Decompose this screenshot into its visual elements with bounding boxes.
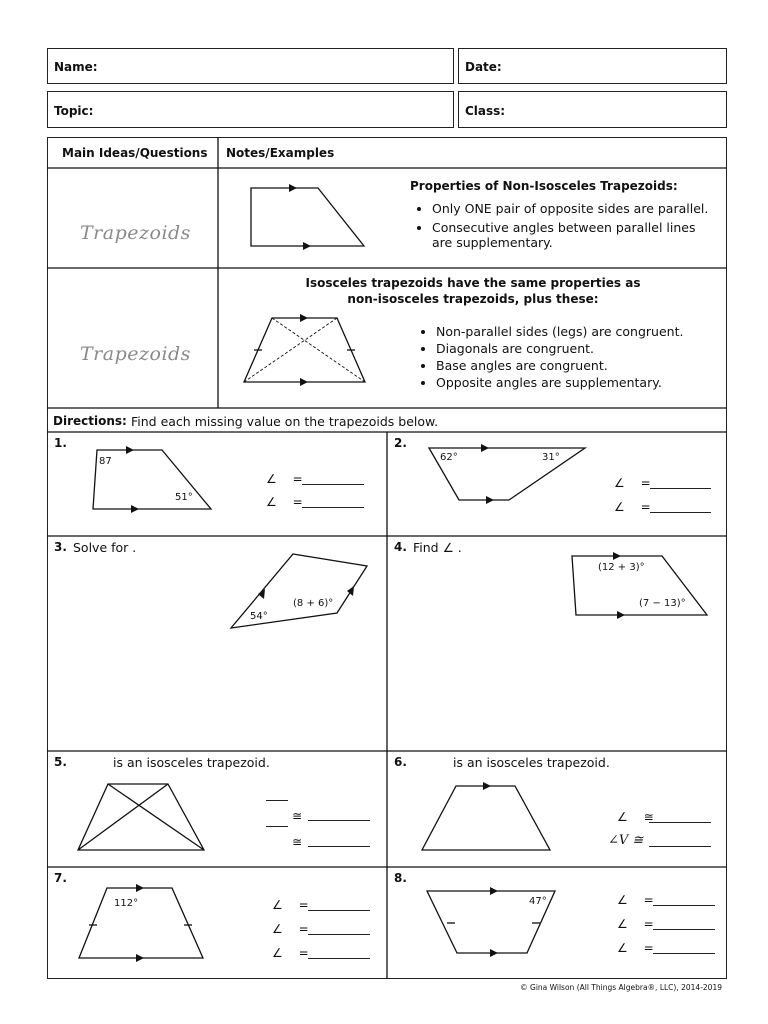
problem-3-angle-b: (8 + 6)° <box>293 598 334 609</box>
problem-2-eq1: ∠ = <box>614 476 657 490</box>
problem-8-answer1-blank[interactable] <box>653 905 715 906</box>
section2-bullet: • Opposite angles are supplementary. <box>436 375 718 390</box>
section1-bullet: • Only ONE pair of opposite sides are parallel. <box>432 201 719 216</box>
problem-7-eq2: ∠ = <box>272 922 315 936</box>
problem-2-number: 2. <box>394 436 407 450</box>
problem-7-angle-a: 112° <box>114 898 139 909</box>
problem-6-eq1: ∠ ≅ <box>617 810 660 824</box>
problem-6-number: 6. <box>394 755 407 769</box>
problem-2-angle-a: 62° <box>440 452 458 463</box>
section1-title: Properties of Non-Isosceles Trapezoids: <box>410 179 678 193</box>
problem-4-prompt: Find ∠ . <box>413 540 462 555</box>
problem-4-angle-a: (12 + 3)° <box>598 562 645 573</box>
problem-5-eq1: ≅ <box>292 809 303 823</box>
problem-6-eq2: ∠V ≅ <box>608 833 644 848</box>
problem-5-number: 5. <box>54 755 67 769</box>
problem-8-eq1: ∠ = <box>617 893 660 907</box>
copyright-footer: © Gina Wilson (All Things Algebra®, LLC), 2014-2019 <box>520 983 722 992</box>
problem-8-eq3: ∠ = <box>617 941 660 955</box>
problem-4-number: 4. <box>394 540 407 554</box>
class-label: Class: <box>465 104 506 118</box>
section2-bullet: • Diagonals are congruent. <box>436 341 718 356</box>
problem-8-angle-a: 47° <box>529 896 547 907</box>
problem-7-number: 7. <box>54 871 67 885</box>
problem-1-eq1: ∠ = <box>266 472 309 486</box>
side-label-trapezoids-2: Trapezoids <box>80 343 191 365</box>
problem-8-answer3-blank[interactable] <box>653 953 715 954</box>
topic-label: Topic: <box>54 104 94 118</box>
side-label-trapezoids-1: Trapezoids <box>80 222 191 244</box>
problem-5-prompt: is an isosceles trapezoid. <box>113 755 270 770</box>
section2-bullet: • Base angles are congruent. <box>436 358 718 373</box>
problem-8-number: 8. <box>394 871 407 885</box>
problem-7-eq3: ∠ = <box>272 946 315 960</box>
section1-bullet: • Consecutive angles between parallel lines are supplementary. <box>432 220 719 250</box>
directions-text: Find each missing value on the trapezoids below. <box>131 414 439 429</box>
problem-3-prompt: Solve for . <box>73 540 137 555</box>
problem-3-angle-a: 54° <box>250 611 268 622</box>
date-label: Date: <box>465 60 502 74</box>
problem-8-eq2: ∠ = <box>617 917 660 931</box>
problem-2-angle-b: 31° <box>542 452 560 463</box>
problem-8-answer2-blank[interactable] <box>653 929 715 930</box>
problem-1-angle-a: 87 <box>99 456 112 467</box>
problem-1-eq2: ∠ = <box>266 495 309 509</box>
problem-1-angle-b: 51° <box>175 492 193 503</box>
col-header-main-ideas: Main Ideas/Questions <box>62 146 208 160</box>
directions-label: Directions: <box>53 414 127 428</box>
problem-6-prompt: is an isosceles trapezoid. <box>453 755 610 770</box>
section2-title-line1: Isosceles trapezoids have the same properties as <box>305 276 641 290</box>
section2-bullet: • Non-parallel sides (legs) are congruent. <box>436 324 718 339</box>
problem-4-angle-b: (7 − 13)° <box>639 598 686 609</box>
col-header-notes: Notes/Examples <box>226 146 335 160</box>
problem-2-eq2: ∠ = <box>614 500 657 514</box>
section2-title-line2: non-isosceles trapezoids, plus these: <box>347 292 599 306</box>
name-label: Name: <box>54 60 98 74</box>
problem-5-eq2: ≅ <box>292 835 303 849</box>
problem-1-number: 1. <box>54 436 67 450</box>
problem-7-eq1: ∠ = <box>272 898 315 912</box>
problem-3-number: 3. <box>54 540 67 554</box>
